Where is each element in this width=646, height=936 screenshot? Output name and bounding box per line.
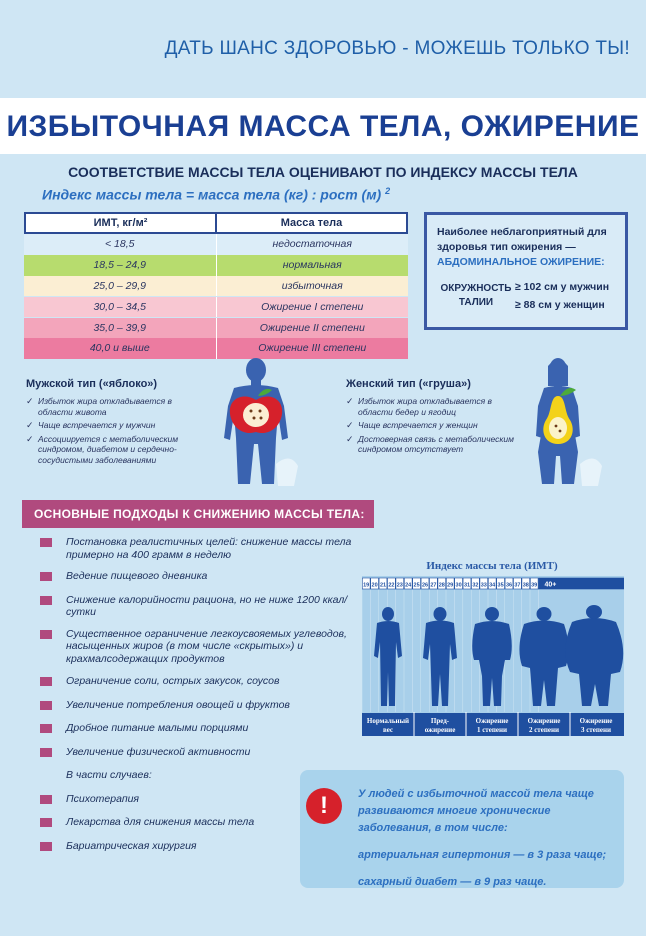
list-item: ✓ Ассоциируется с метаболическим синдромом, диабетом и сердечно-сосудистыми заболеваниями	[26, 434, 206, 466]
bmi-figures-chart	[362, 576, 624, 736]
scale-label: 23	[396, 582, 403, 589]
approaches-banner: ОСНОВНЫЕ ПОДХОДЫ К СНИЖЕНИЮ МАССЫ ТЕЛА:	[22, 500, 374, 528]
slogan: ДАТЬ ШАНС ЗДОРОВЬЮ - МОЖЕШЬ ТОЛЬКО ТЫ!	[164, 38, 630, 59]
bmi-chart-title: Индекс массы тела (ИМТ)	[426, 560, 558, 572]
mass-category: Ожирение II степени	[259, 321, 365, 334]
bmi-table-row	[24, 297, 408, 317]
bmi-value: 40,0 и выше	[24, 338, 217, 358]
scale-label: 22	[388, 582, 395, 589]
list-item: Снижение калорийности рациона, но не ниже 1200 ккал/сутки	[40, 594, 370, 619]
category-label-line1: Ожирение	[527, 717, 561, 725]
waist-label-line1: ОКРУЖНОСТЬ	[440, 283, 512, 294]
mass-category: недостаточная	[272, 238, 353, 251]
scale-label: 28	[438, 582, 445, 589]
bmi-formula-text: Индекс массы тела = масса тела (кг) : рост (м)	[42, 186, 382, 203]
list-item: Бариатрическая хирургия	[40, 840, 370, 853]
scale-icon	[580, 458, 602, 486]
bmi-table-row	[24, 318, 408, 338]
scale-label: 24	[405, 582, 412, 589]
exclamation-icon: !	[306, 788, 342, 824]
bmi-table-row	[24, 234, 408, 254]
category-label-line2: ожирение	[424, 726, 456, 734]
bmi-scale	[362, 578, 623, 589]
category-label-line2: 3 степени	[580, 726, 612, 734]
category-label-line2: 2 степени	[528, 726, 560, 734]
abdominal-intro: Наиболее неблагоприятный для здоровья тип ожирения —	[437, 226, 607, 253]
bottom-band	[0, 888, 646, 936]
bmi-value: 30,0 – 34,5	[24, 297, 217, 317]
bmi-formula	[42, 186, 390, 203]
bmi-value: 18,5 – 24,9	[24, 255, 217, 275]
list-item: Ведение пищевого дневника	[40, 570, 370, 583]
warning-hypertension: артериальная гипертония — в 3 раза чаще;	[358, 849, 607, 861]
scale-label: 36	[505, 582, 513, 589]
female-type-title: Женский тип («груша»)	[346, 378, 471, 390]
bmi-table-row	[24, 255, 408, 275]
bmi-table-row	[24, 276, 408, 296]
bmi-value: 25,0 – 29,9	[24, 276, 217, 296]
scale-label: 26	[421, 582, 429, 589]
bmi-table-col-mass: Масса тела	[280, 217, 343, 229]
list-item: Увеличение потребления овощей и фруктов	[40, 699, 370, 712]
scale-label: 20	[371, 582, 378, 589]
scale-label: 21	[379, 582, 387, 589]
list-item: ✓ Избыток жира откладывается в области живота	[26, 396, 206, 417]
scale-label: 19	[363, 582, 370, 589]
category-label-line1: Нормальный	[366, 717, 410, 725]
mass-category: Ожирение III степени	[258, 342, 367, 355]
mass-category: нормальная	[282, 259, 342, 272]
list-item: ✓ Достоверная связь с метаболическим синдромом отсутствует	[346, 434, 516, 455]
bmi-heading: СООТВЕТСТВИЕ МАССЫ ТЕЛА ОЦЕНИВАЮТ ПО ИНДЕКСУ МАССЫ ТЕЛА	[68, 164, 578, 180]
scale-icon	[276, 458, 298, 486]
scale-label: 34	[489, 582, 496, 589]
list-item: Ограничение соли, острых закусок, соусов	[40, 675, 370, 688]
list-item: ✓ Чаще встречается у мужчин	[26, 420, 206, 431]
scale-label: 30	[455, 582, 462, 589]
female-type-list	[346, 396, 516, 455]
abdominal-obesity-box	[424, 212, 628, 330]
list-item: ✓ Избыток жира откладывается в области бедер и ягодиц	[346, 396, 516, 417]
scale-label: 35	[497, 582, 504, 589]
warning-intro: У людей с избыточной массой тела чаще развиваются многие хронические заболевания, в том числе:	[358, 788, 594, 834]
list-item: Психотерапия	[40, 793, 370, 806]
category-label-line2: вес	[382, 726, 394, 734]
category-label-line1: Ожирение	[475, 717, 509, 725]
scale-label: 40+	[544, 581, 557, 589]
waist-criteria	[437, 278, 615, 314]
male-type-block	[26, 378, 206, 468]
bmi-value: 35,0 – 39,9	[24, 318, 217, 338]
mass-category: избыточная	[281, 279, 343, 292]
category-label-line1: Ожирение	[579, 717, 613, 725]
list-item: Дробное питание малыми порциями	[40, 722, 370, 735]
list-item: Постановка реалистичных целей: снижение массы тела примерно на 400 грамм в неделю	[40, 536, 370, 561]
male-type-list	[26, 396, 206, 465]
scale-label: 27	[430, 582, 437, 589]
bmi-formula-exponent: 2	[385, 186, 391, 196]
waist-women: ≥ 88 см у женщин	[515, 299, 605, 311]
list-item: Существенное ограничение легкоусвояемых углеводов, насыщенных жиров (в том числе «скрытых») и крахмалсодержащих продуктов	[40, 628, 370, 666]
category-label-line1: Пред-	[430, 717, 450, 725]
scale-label: 25	[413, 582, 420, 589]
warning-text	[358, 786, 618, 891]
bmi-table-col-bmi: ИМТ, кг/м²	[26, 214, 217, 232]
female-pear-figure	[520, 356, 610, 488]
waist-label-line2: ТАЛИИ	[458, 297, 494, 308]
abdominal-label: АБДОМИНАЛЬНОЕ ОЖИРЕНИЕ:	[437, 256, 605, 268]
list-item: Увеличение физической активности	[40, 746, 370, 759]
list-subheading: В части случаев:	[66, 769, 152, 781]
list-item: ✓ Чаще встречается у женщин	[346, 420, 516, 431]
scale-label: 32	[472, 582, 479, 589]
waist-men: ≥ 102 см у мужчин	[515, 281, 610, 293]
list-item: Лекарства для снижения массы тела	[40, 816, 370, 829]
scale-label: 33	[480, 582, 487, 589]
bmi-table	[24, 212, 408, 359]
bmi-value: < 18,5	[24, 234, 217, 254]
scale-label: 39	[531, 582, 538, 589]
scale-label: 29	[447, 582, 454, 589]
bmi-table-header	[24, 212, 408, 234]
male-apple-figure	[214, 356, 304, 488]
warning-diabetes: сахарный диабет — в 9 раз чаще.	[358, 876, 547, 888]
scale-label: 31	[463, 582, 471, 589]
category-label-line2: 1 степени	[476, 726, 508, 734]
page-title: ИЗБЫТОЧНАЯ МАССА ТЕЛА, ОЖИРЕНИЕ	[6, 110, 640, 143]
mass-category: Ожирение I степени	[261, 300, 364, 313]
scale-label: 38	[522, 582, 529, 589]
female-type-block	[346, 378, 516, 458]
waist-label	[437, 282, 515, 310]
male-type-title: Мужской тип («яблоко»)	[26, 378, 158, 390]
scale-label: 37	[514, 582, 521, 589]
